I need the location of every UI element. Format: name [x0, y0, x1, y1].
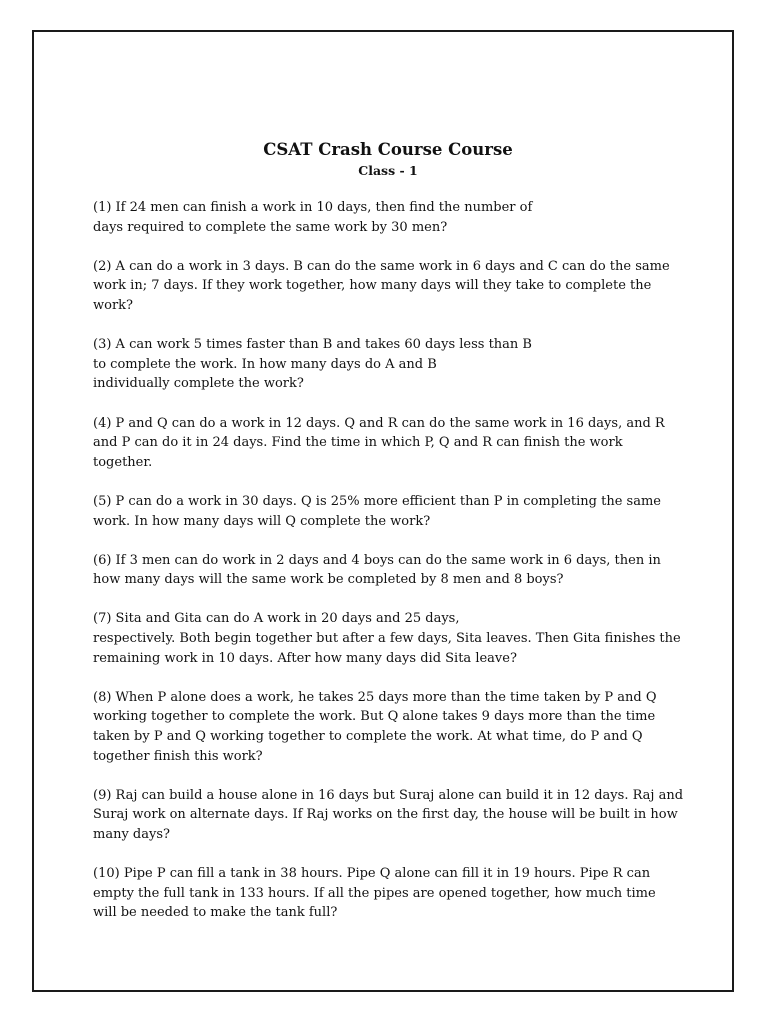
question-line: days required to complete the same work by 30 men? — [93, 219, 448, 235]
question-line: together finish this work? — [93, 748, 263, 764]
document-title: CSAT Crash Course Course — [263, 140, 513, 159]
question-line: (5) P can do a work in 30 days. Q is 25% more efficient than P in completing the same — [93, 493, 661, 509]
question-8 — [93, 688, 683, 766]
question-line: (3) A can work 5 times faster than B and takes 60 days less than B — [93, 337, 532, 353]
question-line: together. — [93, 454, 153, 470]
question-line: how many days will the same work be completed by 8 men and 8 boys? — [93, 572, 564, 588]
question-7 — [93, 609, 683, 668]
question-line: many days? — [93, 827, 170, 842]
question-line: work? — [93, 297, 134, 313]
question-3 — [93, 335, 683, 394]
question-4 — [93, 414, 683, 473]
question-line: (1) If 24 men can finish a work in 10 days, then find the number of — [93, 200, 533, 215]
question-line: taken by P and Q working together to complete the work. At what time, do P and Q — [93, 729, 643, 745]
question-line: remaining work in 10 days. After how many days did Sita leave? — [93, 650, 517, 666]
question-10 — [93, 864, 683, 923]
document-content — [93, 138, 683, 943]
question-line: individually complete the work? — [93, 376, 304, 392]
document-subtitle: Class - 1 — [358, 163, 418, 178]
question-line: to complete the work. In how many days do A and B — [93, 356, 437, 372]
question-2 — [93, 257, 683, 316]
question-6 — [93, 551, 683, 590]
question-line: working together to complete the work. But Q alone takes 9 days more than the time — [93, 709, 656, 725]
question-line: and P can do it in 24 days. Find the time in which P, Q and R can finish the work — [93, 435, 623, 451]
question-line: (2) A can do a work in 3 days. B can do the same work in 6 days and C can do the same — [93, 258, 670, 274]
question-9 — [93, 786, 683, 845]
question-line: (4) P and Q can do a work in 12 days. Q and R can do the same work in 16 days, and R — [93, 415, 665, 431]
question-line: work in; 7 days. If they work together, how many days will they take to complete the — [93, 278, 652, 294]
question-line: work. In how many days will Q complete the work? — [93, 513, 431, 529]
question-line: (6) If 3 men can do work in 2 days and 4 boys can do the same work in 6 days, then in — [93, 552, 661, 568]
question-list — [93, 198, 683, 923]
question-line: (7) Sita and Gita can do A work in 20 days and 25 days, — [93, 611, 460, 627]
question-line: will be needed to make the tank full? — [93, 905, 338, 921]
question-line: empty the full tank in 133 hours. If all the pipes are opened together, how much time — [93, 885, 656, 901]
question-line: Suraj work on alternate days. If Raj works on the first day, the house will be built in how — [93, 807, 678, 823]
question-1 — [93, 198, 683, 237]
question-line: (10) Pipe P can fill a tank in 38 hours. Pipe Q alone can fill it in 19 hours. Pipe R can — [93, 866, 651, 882]
question-line: (8) When P alone does a work, he takes 25 days more than the time taken by P and Q — [93, 689, 657, 705]
question-5 — [93, 492, 683, 531]
question-line: respectively. Both begin together but after a few days, Sita leaves. Then Gita finishes the — [93, 631, 681, 647]
question-line: (9) Raj can build a house alone in 16 days but Suraj alone can build it in 12 days. Raj and — [93, 787, 684, 803]
